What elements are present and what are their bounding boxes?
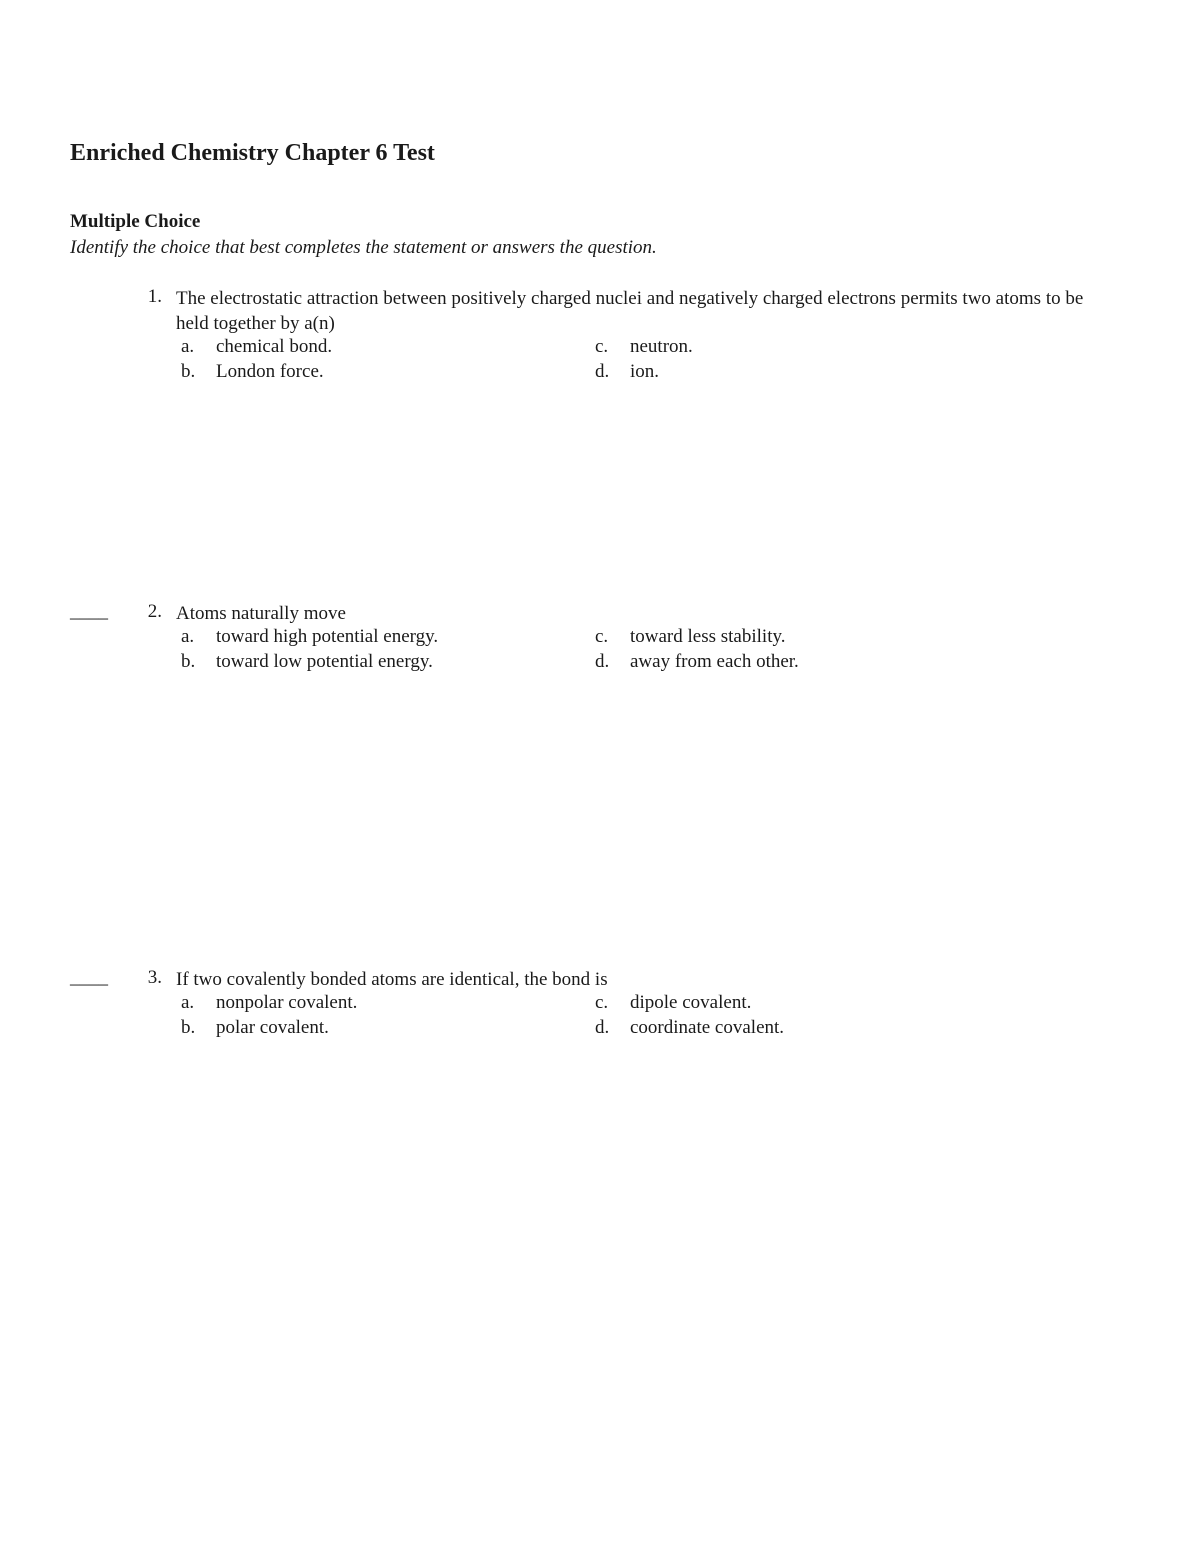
choice-text: London force. bbox=[216, 361, 324, 382]
question-stem: Atoms naturally move bbox=[176, 603, 346, 624]
question-number: 2. bbox=[147, 601, 162, 622]
choice-letter: b. bbox=[181, 1017, 196, 1038]
choice-letter: c. bbox=[595, 626, 609, 647]
choice-text: chemical bond. bbox=[216, 336, 333, 357]
choice-letter: a. bbox=[181, 336, 195, 357]
choice-letter: b. bbox=[181, 651, 196, 672]
choice-letter: c. bbox=[595, 992, 609, 1013]
choice-text: dipole covalent. bbox=[630, 992, 752, 1013]
choice-letter: d. bbox=[595, 1017, 610, 1038]
choice-letter: c. bbox=[595, 336, 609, 357]
question-number: 1. bbox=[147, 286, 162, 307]
question-number: 3. bbox=[147, 967, 162, 988]
choice-letter: a. bbox=[181, 992, 195, 1013]
answer-blank: ____ bbox=[70, 967, 108, 988]
section-heading: Multiple Choice bbox=[70, 211, 201, 232]
choice-text: toward high potential energy. bbox=[216, 626, 439, 647]
choice-letter: a. bbox=[181, 626, 195, 647]
choice-text: toward low potential energy. bbox=[216, 651, 433, 672]
choice-text: toward less stability. bbox=[630, 626, 786, 647]
choice-letter: d. bbox=[595, 651, 610, 672]
section-instructions: Identify the choice that best completes the statement or answers the question. bbox=[70, 237, 657, 258]
choice-letter: d. bbox=[595, 361, 610, 382]
choice-text: away from each other. bbox=[630, 651, 799, 672]
question-stem: If two covalently bonded atoms are identical, the bond is bbox=[176, 969, 608, 990]
choice-text: ion. bbox=[630, 361, 660, 382]
document-title: Enriched Chemistry Chapter 6 Test bbox=[70, 140, 435, 166]
choice-text: polar covalent. bbox=[216, 1017, 329, 1038]
choice-text: neutron. bbox=[630, 336, 693, 357]
answer-blank: ____ bbox=[70, 601, 108, 622]
choice-text: coordinate covalent. bbox=[630, 1017, 785, 1038]
choice-letter: b. bbox=[181, 361, 196, 382]
choice-text: nonpolar covalent. bbox=[216, 992, 358, 1013]
question-stem: The electrostatic attraction between positively charged nuclei and negatively charged electrons permits two atoms to be held together by a(n) bbox=[176, 288, 1084, 334]
